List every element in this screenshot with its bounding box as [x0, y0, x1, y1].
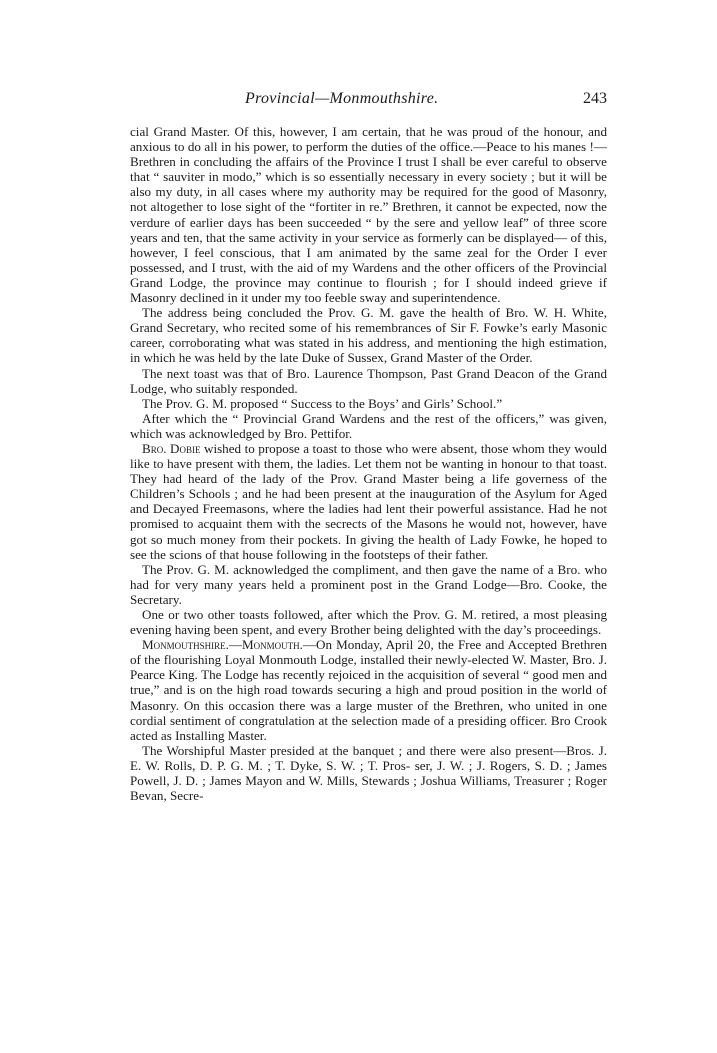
paragraph-address-continuation: cial Grand Master. Of this, however, I am certain, that he was proud of the honour, and anxious to do all in his power, to perform the duties of the office.—Peace to his manes !—Brethren in concluding the affairs of the Province I trust I shall be ever careful to observe that “ sauviter in modo,” which is so essentially necessary in every society ; but it will be also my duty, in all cases where my authority may be required for the good of Masonry, not altogether to lose sight of the “fortiter in re.” Brethren, it cannot be expected, now the verdure of earlier days has been succeeded “ by the sere and yellow leaf” of three score years and ten, that the same activity in your service as formerly can be displayed— of this, however, I feel conscious, that I am animated by the same zeal for the Order I ever possessed, and I trust, with the aid of my Wardens and the other officers of the Provincial Grand Lodge, the province may continue to flourish ; for I should indeed grieve if Masonry declined in it under my too feeble sway and superintendence.: [130, 124, 607, 306]
body-text: [130, 124, 607, 803]
paragraph-ladies-toast: [130, 441, 607, 562]
paragraph-banquet: The Worshipful Master presided at the banquet ; and there were also present—Bros. J. E. W. Rolls, D. P. G. M. ; T. Dyke, S. W. ; T. Pros- ser, J. W. ; J. Rogers, S. D. ; James Powell, J. D. ; James Mayon and W. Mills, Stewards ; Joshua Williams, Treasurer ; Roger Bevan, Secre-: [130, 742, 607, 804]
running-head: [130, 90, 607, 110]
section-heading: Monmouthshire.—Monmouth.: [142, 637, 303, 653]
paragraph-schools-toast: The Prov. G. M. proposed “ Success to the Boys’ and Girls’ School.”: [142, 395, 503, 411]
paragraph-closing: One or two other toasts followed, after which the Prov. G. M. retired, a most pleasing evening having been spent, and every Brother being delighted with the day’s proceedings.: [130, 607, 607, 638]
speaker-name: Bro. Dobie: [142, 440, 201, 456]
paragraph-monmouth-report: [130, 637, 607, 743]
paragraph-white-toast: The address being concluded the Prov. G. M. gave the health of Bro. W. H. White, Grand Secretary, who recited some of his remembrances of Sir F. Fowke’s early Masonic career, corroborating what was stated in his address, and mentioning the high estimation, in which he was held by the late Duke of Sussex, Grand Master of the Order.: [130, 305, 607, 366]
paragraph-thompson-toast: The next toast was that of Bro. Laurence Thompson, Past Grand Deacon of the Grand Lodge, who suitably responded.: [130, 365, 607, 396]
paragraph-cooke-toast: The Prov. G. M. acknowledged the compliment, and then gave the name of a Bro. who had for very many years held a prominent post in the Grand Lodge—Bro. Cooke, the Secretary.: [130, 561, 607, 607]
running-title: Provincial—Monmouthshire.: [245, 90, 439, 107]
paragraph-wardens-toast: After which the “ Provincial Grand Wardens and the rest of the officers,” was given, which was acknowledged by Bro. Pettifor.: [130, 410, 607, 441]
paragraph-ladies-text: wished to propose a toast to those who were absent, those whom they would like to have present with them, the ladies. Let them not be wanting in honour to that toast. They had heard of the lady of the Prov. Grand Master being a life governess of the Children’s Schools ; and he had been present at the inauguration of the Asylum for Aged and Decayed Freemasons, where the ladies had lent their powerful assistance. Had he not promised to acquaint them with the secrects of the Masons he would not, however, have got so much money from their pockets. In giving the health of Lady Fowke, he hoped to see the scions of that house following in the footsteps of their father.: [130, 440, 607, 562]
page-number: 243: [583, 90, 607, 107]
paragraph-monmouth-text: —On Monday, April 20, the Free and Accepted Brethren of the flourishing Loyal Monmouth Lodge, installed their newly-elected W. Master, Bro. J. Pearce King. The Lodge has recently rejoiced in the acquisition of several “ good men and true,” and is on the high road towards securing a high and proud position in the world of Masonry. On this occasion there was a large muster of the Brethren, who united in one cordial sentiment of congratulation at the selection made of a presiding officer. Bro Crook acted as Installing Master.: [130, 637, 607, 743]
